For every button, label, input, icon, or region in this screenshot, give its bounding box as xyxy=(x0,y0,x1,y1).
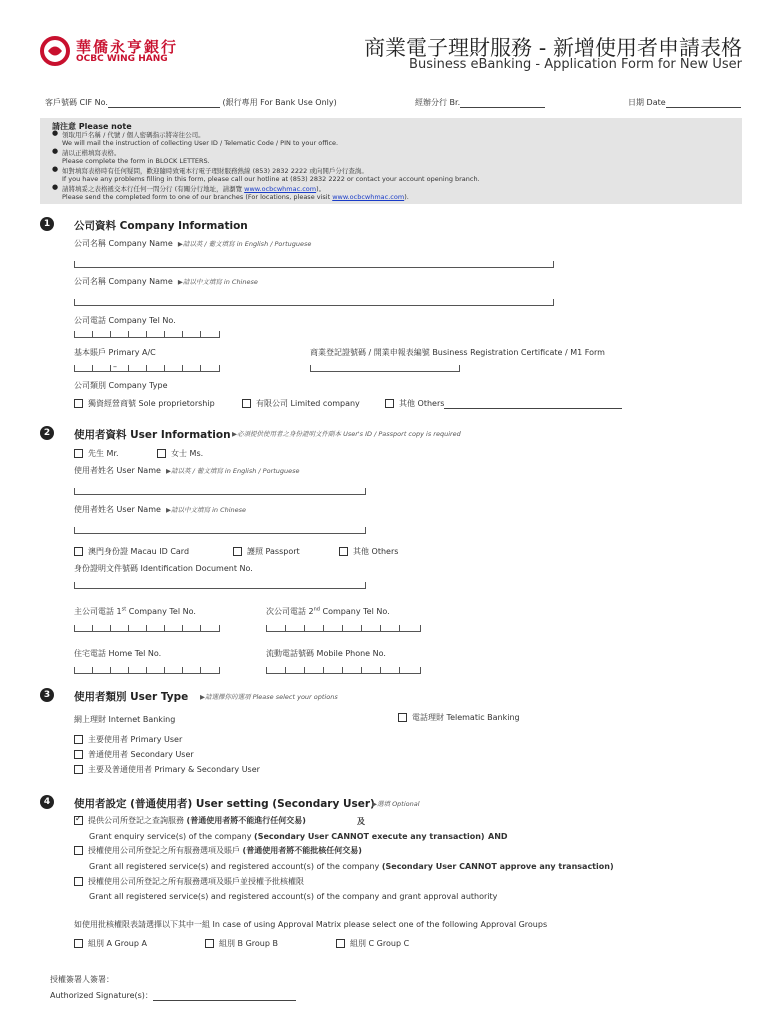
note-line: 如對填寫表格時有任何疑問，歡迎隨時致電本行電子理財服務熱線 (853) 2832 2222 或向開戶分行查詢。 xyxy=(62,167,368,175)
date-field[interactable]: 日期 Date xyxy=(628,97,741,108)
note-line: If you have any problems filling in this form, please call our hotline at (853) 2832 2222 or contact your account opening branch. xyxy=(62,175,480,183)
user-name-en-label: 使用者姓名 User Name ▶請以英 / 葡文填寫 in English / Portuguese xyxy=(74,466,300,475)
checkbox-icon xyxy=(339,547,348,556)
checkbox-icon xyxy=(157,449,166,458)
company-type-label: 公司類別 Company Type xyxy=(74,381,168,390)
section-hint-optional: ▶選填 Optional xyxy=(372,800,420,808)
title-mr-checkbox[interactable]: 先生 Mr. xyxy=(74,448,119,459)
note-line: Please complete the form in BLOCK LETTERS. xyxy=(62,157,210,165)
mobile-input[interactable] xyxy=(266,673,421,674)
section-title-user-type: 使用者類別 User Type xyxy=(74,691,189,703)
company-name-zh-label: 公司名稱 Company Name ▶請以中文填寫 in Chinese xyxy=(74,277,258,286)
checkbox-icon xyxy=(74,750,83,759)
note-line: 請將填妥之表格遞交本行任何一間分行 (有關分行地址，請瀏覽 www.ocbcwhmac.com)。 xyxy=(62,185,326,193)
company-tel-input[interactable] xyxy=(74,337,220,338)
internet-banking-label: 網上理財 Internet Banking xyxy=(74,715,176,724)
bullet-icon: ● xyxy=(52,129,59,137)
and-zh-label: 及 xyxy=(357,817,365,826)
section-title-user-info: 使用者資料 User Information xyxy=(74,429,231,441)
section-hint-id-required: ▶必須提供使用者之身份證明文件副本 User's ID / Passport copy is required xyxy=(232,430,461,438)
section-number-4: 4 xyxy=(40,795,54,809)
notes-title: 請注意 Please note xyxy=(52,122,132,131)
mobile-label: 流動電話號碼 Mobile Phone No. xyxy=(266,649,386,658)
section-number-3: 3 xyxy=(40,688,54,702)
home-tel-input[interactable] xyxy=(74,673,220,674)
company-type-sole-checkbox[interactable]: 獨資經營商號 Sole proprietorship xyxy=(74,398,215,409)
approval-authority-checkbox[interactable]: 授權使用公司所登記之所有服務選項及賬戶並授權予批核權限 xyxy=(74,876,304,887)
primary-ac-input[interactable] xyxy=(74,371,220,372)
bank-name-zh: 華僑永亨銀行 xyxy=(76,38,179,56)
brc-label: 商業登記證號碼 / 開業申報表編號 Business Registration Certificate / M1 Form xyxy=(310,348,605,357)
checkbox-icon xyxy=(74,735,83,744)
bank-name-en: OCBC WING HANG xyxy=(76,54,168,64)
checkbox-icon xyxy=(398,713,407,722)
signature-label-zh: 授權簽署人簽署： xyxy=(50,975,114,984)
primary-user-checkbox[interactable]: 主要使用者 Primary User xyxy=(74,734,182,745)
note-line: 領取用戶名稱 / 代號 / 個人密碼指示將寄往公司。 xyxy=(62,131,205,139)
checkbox-checked-icon xyxy=(74,816,83,825)
checkbox-icon xyxy=(242,399,251,408)
company-name-en-input[interactable] xyxy=(74,267,554,268)
checkbox-icon xyxy=(205,939,214,948)
id-passport-checkbox[interactable]: 護照 Passport xyxy=(233,546,300,557)
note-line: 請以正楷填寫表格。 xyxy=(62,149,121,157)
branch-field[interactable]: 經辦分行 Br. xyxy=(415,97,545,108)
id-others-checkbox[interactable]: 其他 Others xyxy=(339,546,398,557)
and-en-label: AND xyxy=(488,832,508,841)
no-approve-en: Grant all registered service(s) and registered account(s) of the company (Secondary User CANNOT approve any transaction) xyxy=(89,862,614,871)
section-number-2: 2 xyxy=(40,426,54,440)
bullet-icon: ● xyxy=(52,147,59,155)
id-no-label: 身份證明文件號碼 Identification Document No. xyxy=(74,564,253,573)
primary-ac-label: 基本賬戶 Primary A/C xyxy=(74,348,156,357)
note-line: Please send the completed form to one of our branches (For locations, please visit www.ocbcwhmac.com). xyxy=(62,193,409,201)
note-line: We will mail the instruction of collecting User ID / Telematic Code / PIN to your office. xyxy=(62,139,339,147)
company-tel-label: 公司電話 Company Tel No. xyxy=(74,316,176,325)
enquiry-service-checkbox[interactable]: ✓提供公司所登記之查詢服務 (普通使用者將不能進行任何交易) xyxy=(74,815,306,826)
user-name-zh-label: 使用者姓名 User Name ▶請以中文填寫 in Chinese xyxy=(74,505,247,514)
bank-logo-icon xyxy=(40,36,70,66)
cif-field[interactable]: 客戶號碼 CIF No. (銀行專用 For Bank Use Only) xyxy=(45,98,337,107)
user-name-en-input[interactable] xyxy=(74,494,366,495)
checkbox-icon xyxy=(385,399,394,408)
company-name-en-label: 公司名稱 Company Name ▶請以英 / 葡文填寫 in English / Portuguese xyxy=(74,239,312,248)
checkbox-icon xyxy=(74,547,83,556)
title-ms-checkbox[interactable]: 女士 Ms. xyxy=(157,448,203,459)
group-c-checkbox[interactable]: 組別 C Group C xyxy=(336,938,409,949)
id-macau-checkbox[interactable]: 澳門身份證 Macau ID Card xyxy=(74,546,189,557)
checkbox-icon xyxy=(233,547,242,556)
primary-secondary-user-checkbox[interactable]: 主要及普通使用者 Primary & Secondary User xyxy=(74,764,260,775)
tel1-label: 主公司電話 1st Company Tel No. xyxy=(74,606,196,616)
home-tel-label: 住宅電話 Home Tel No. xyxy=(74,649,162,658)
group-a-checkbox[interactable]: 組別 A Group A xyxy=(74,938,147,949)
company-type-limited-checkbox[interactable]: 有限公司 Limited company xyxy=(242,398,360,409)
checkbox-icon xyxy=(336,939,345,948)
user-name-zh-input[interactable] xyxy=(74,533,366,534)
secondary-user-checkbox[interactable]: 普通使用者 Secondary User xyxy=(74,749,194,760)
section-title-user-setting: 使用者設定 (普通使用者) User setting (Secondary User) xyxy=(74,798,375,810)
id-no-input[interactable] xyxy=(74,588,366,589)
primary-ac-dash: – xyxy=(113,362,117,371)
section-number-1: 1 xyxy=(40,217,54,231)
checkbox-icon xyxy=(74,877,83,886)
bullet-icon: ● xyxy=(52,183,59,191)
company-type-others-checkbox[interactable]: 其他 Others xyxy=(385,398,622,409)
checkbox-icon xyxy=(74,399,83,408)
checkbox-icon xyxy=(74,449,83,458)
approval-authority-en: Grant all registered service(s) and registered account(s) of the company and grant approval authority xyxy=(89,892,498,901)
no-approve-checkbox[interactable]: 授權使用公司所登記之所有服務選項及賬戶 (普通使用者將不能批核任何交易) xyxy=(74,845,362,856)
tel2-label: 次公司電話 2nd Company Tel No. xyxy=(266,606,390,616)
form-title-en: Business eBanking - Application Form for New User xyxy=(409,57,742,72)
bullet-icon: ● xyxy=(52,165,59,173)
group-b-checkbox[interactable]: 組別 B Group B xyxy=(205,938,278,949)
form-title-zh: 商業電子理財服務 - 新增使用者申請表格 xyxy=(364,36,742,60)
section-title-company: 公司資料 Company Information xyxy=(74,220,248,232)
tel2-input[interactable] xyxy=(266,631,421,632)
approval-matrix-label: 如使用批核權限表請選擇以下其中一組 In case of using Approval Matrix please select one of the following Approval Groups xyxy=(74,920,548,929)
company-name-zh-input[interactable] xyxy=(74,305,554,306)
checkbox-icon xyxy=(74,846,83,855)
checkbox-icon xyxy=(74,765,83,774)
website-link[interactable]: www.ocbcwhmac.com xyxy=(244,185,317,193)
checkbox-icon xyxy=(74,939,83,948)
section-hint-select: ▶請選擇你的選項 Please select your options xyxy=(200,693,338,701)
telematic-banking-checkbox[interactable]: 電話理財 Telematic Banking xyxy=(398,712,520,723)
enquiry-service-en: Grant enquiry service(s) of the company (Secondary User CANNOT execute any transaction) xyxy=(89,832,485,841)
tel1-input[interactable] xyxy=(74,631,220,632)
signature-field[interactable]: Authorized Signature(s)： xyxy=(50,990,296,1001)
brc-input[interactable] xyxy=(310,371,460,372)
website-link[interactable]: www.ocbcwhmac.com xyxy=(332,193,405,201)
